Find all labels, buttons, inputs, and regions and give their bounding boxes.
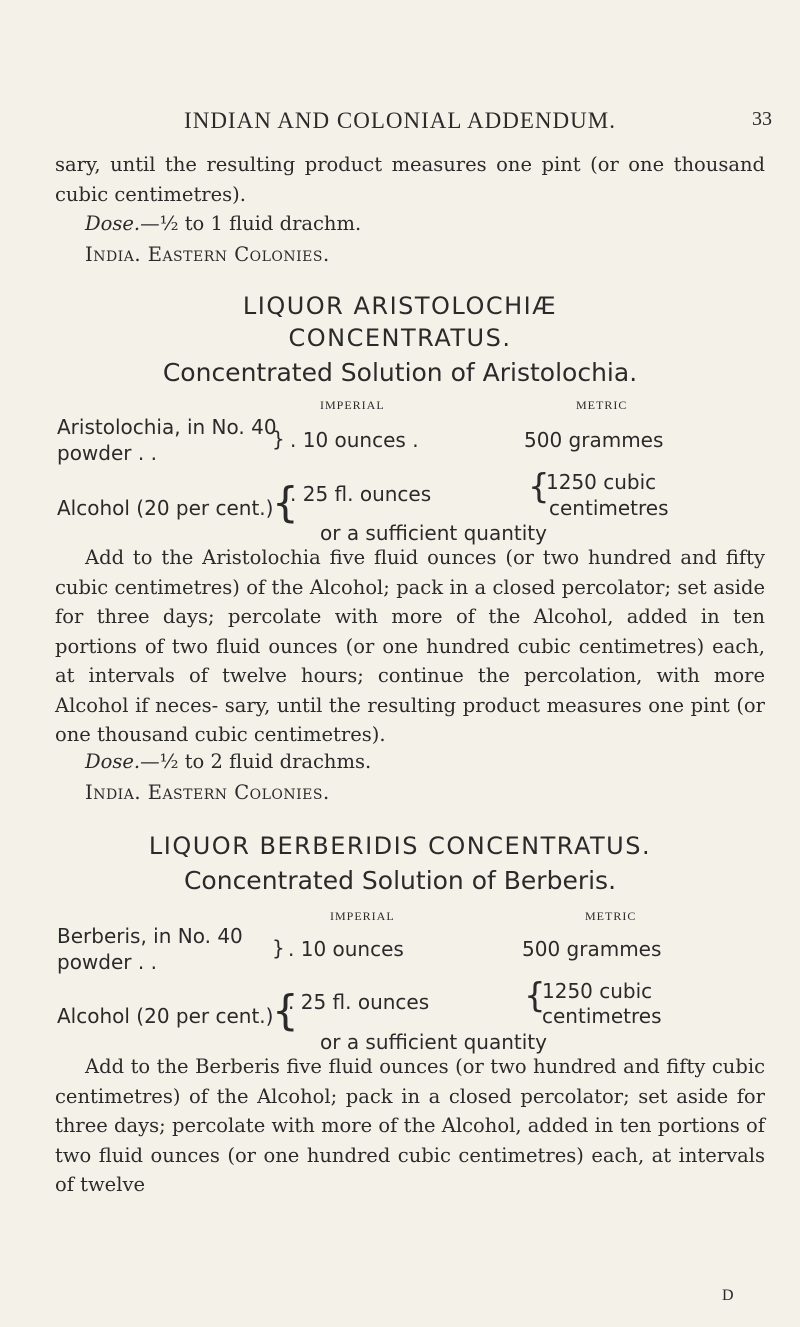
alternative-quantity: or a sufficient quantity: [320, 521, 547, 545]
continued-paragraph: sary, until the resulting product measures one pint (or one thousand cubic centimetres).: [55, 153, 765, 206]
alternative-quantity: or a sufficient quantity: [320, 1030, 547, 1054]
metric-amount: 500 grammes: [522, 937, 662, 961]
ingredient-name-cont: powder . .: [57, 441, 157, 465]
section-title-latin: LIQUOR ARISTOLOCHIÆ: [242, 292, 558, 320]
ingredient-name: Alcohol (20 per cent.): [57, 496, 274, 520]
page-number: 33: [752, 108, 772, 130]
method-paragraph: Add to the Aristolochia five fluid ounces (or two hundred and fifty cubic centimetres) of the Alcohol; pack in a closed percolator; set aside for three days; percolate with more of the Alcohol, added in ten portions of two fluid ounces (or one hundred cubic centimetres) each, at intervals of twelve hours; continue the percolation, with more Alcohol if neces- sary, until the resulting product measures one pint (or one thousand cubic centimetres).: [55, 546, 765, 746]
regions-line: India. Eastern Colonies.: [85, 781, 330, 804]
dose-line: [85, 212, 361, 235]
column-header-metric: METRIC: [585, 909, 637, 923]
imperial-amount: . 10 ounces .: [290, 428, 419, 452]
regions-line: India. Eastern Colonies.: [85, 243, 330, 266]
signature-mark: D: [722, 1287, 734, 1304]
section-title-english: Concentrated Solution of Berberis.: [183, 866, 617, 895]
section-title-english: Concentrated Solution of Aristolochia.: [162, 358, 638, 387]
ingredient-name: Berberis, in No. 40: [57, 924, 243, 948]
dose-label: Dose.: [85, 212, 141, 235]
brace: {: [272, 986, 299, 1035]
metric-amount: 1250 cubic: [546, 470, 657, 494]
dose-value: —½ to 1 fluid drachm.: [140, 212, 362, 235]
ingredient-name: Aristolochia, in No. 40: [57, 415, 277, 439]
metric-amount: 500 grammes: [524, 428, 664, 452]
column-header-imperial: IMPERIAL: [330, 909, 395, 923]
ingredient-name-cont: powder . .: [57, 950, 157, 974]
metric-amount: 1250 cubic: [542, 979, 653, 1003]
brace: {: [524, 976, 546, 1016]
metric-amount-cont: centimetres: [549, 496, 669, 520]
imperial-amount: . 10 ounces: [288, 937, 404, 961]
metric-amount-cont: centimetres: [542, 1004, 662, 1028]
running-title: INDIAN AND COLONIAL ADDENDUM.: [184, 108, 616, 133]
imperial-amount: . 25 fl. ounces: [290, 482, 432, 506]
imperial-amount: . 25 fl. ounces: [288, 990, 430, 1014]
brace: {: [272, 478, 299, 527]
section-title-latin-2: CONCENTRATUS.: [288, 324, 512, 352]
dose-line: [85, 750, 371, 773]
dose-value: —½ to 2 fluid drachms.: [140, 750, 372, 773]
method-paragraph: Add to the Berberis five fluid ounces (or two hundred and fifty cubic centimetres) of the Alcohol; pack in a closed percolator; set aside for three days; percolate with more of the Alcohol, added in ten portions of two fluid ounces (or one hundred cubic centimetres) each, at intervals of twelve: [55, 1055, 765, 1196]
column-header-metric: METRIC: [576, 398, 628, 412]
column-header-imperial: IMPERIAL: [320, 398, 385, 412]
section-title-latin: LIQUOR BERBERIDIS CONCENTRATUS.: [148, 832, 652, 860]
brace: {: [528, 467, 550, 507]
brace: }: [272, 427, 285, 451]
dose-label: Dose.: [85, 750, 141, 773]
brace: }: [272, 936, 285, 960]
ingredient-name: Alcohol (20 per cent.): [57, 1004, 274, 1028]
